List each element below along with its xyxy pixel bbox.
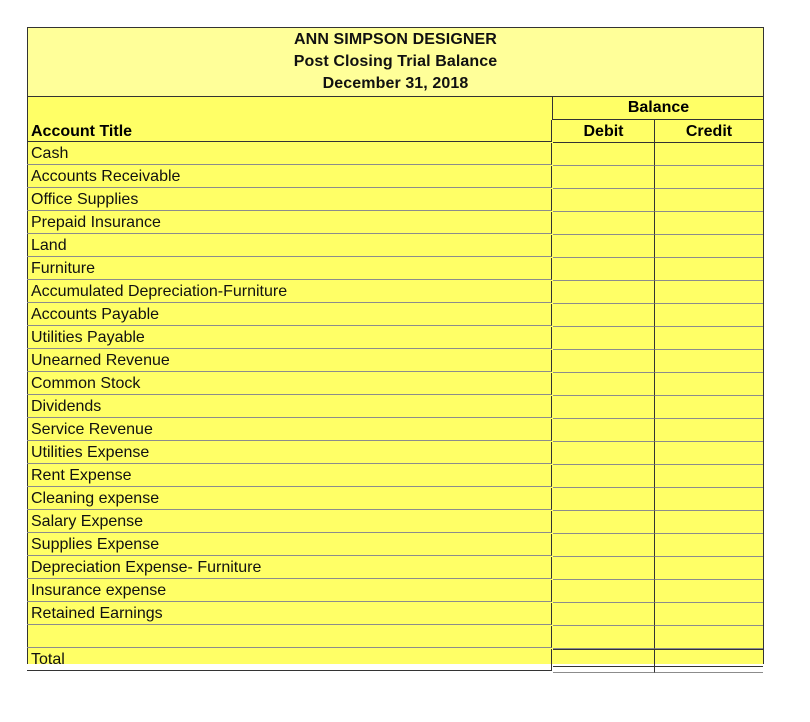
credit-cell[interactable] [655, 304, 763, 327]
account-title-cell: Accounts Receivable [27, 166, 552, 188]
credit-cell[interactable] [655, 511, 763, 534]
debit-cell[interactable] [553, 166, 655, 189]
debit-cell[interactable] [553, 557, 655, 580]
total-credit-cell[interactable] [655, 649, 763, 673]
account-title-header: Account Title [27, 120, 552, 142]
table-row [27, 281, 764, 304]
debit-cell[interactable] [553, 373, 655, 396]
account-title-cell: Dividends [27, 396, 552, 418]
account-title-cell: Furniture [27, 258, 552, 280]
account-table [27, 97, 764, 667]
credit-cell[interactable] [655, 396, 763, 419]
debit-header: Debit [553, 120, 655, 143]
table-row [27, 603, 764, 626]
credit-cell[interactable] [655, 143, 763, 166]
credit-cell[interactable] [655, 258, 763, 281]
table-row [27, 557, 764, 580]
debit-cell[interactable] [553, 442, 655, 465]
credit-cell[interactable] [655, 580, 763, 603]
account-title-cell: Insurance expense [27, 580, 552, 602]
report-header [27, 27, 764, 97]
total-row [27, 649, 764, 672]
credit-cell[interactable] [655, 212, 763, 235]
account-title-cell: Accounts Payable [27, 304, 552, 326]
debit-cell[interactable] [553, 143, 655, 166]
account-title-cell [27, 626, 552, 648]
report-date: December 31, 2018 [322, 75, 469, 92]
account-title-cell: Retained Earnings [27, 603, 552, 625]
credit-cell[interactable] [655, 373, 763, 396]
account-title-cell: Depreciation Expense- Furniture [27, 557, 552, 579]
credit-cell[interactable] [655, 235, 763, 258]
total-label: Total [27, 649, 552, 671]
debit-cell[interactable] [553, 350, 655, 373]
debit-cell[interactable] [553, 603, 655, 626]
table-row [27, 189, 764, 212]
credit-cell[interactable] [655, 557, 763, 580]
account-title-cell: Unearned Revenue [27, 350, 552, 372]
account-title-cell: Common Stock [27, 373, 552, 395]
table-row [27, 488, 764, 511]
column-header-row [27, 120, 764, 143]
table-row [27, 580, 764, 603]
table-row [27, 166, 764, 189]
table-row [27, 143, 764, 166]
credit-cell[interactable] [655, 626, 763, 649]
credit-cell[interactable] [655, 350, 763, 373]
account-title-cell: Utilities Payable [27, 327, 552, 349]
account-title-cell: Salary Expense [27, 511, 552, 533]
credit-cell[interactable] [655, 603, 763, 626]
debit-cell[interactable] [553, 465, 655, 488]
credit-cell[interactable] [655, 442, 763, 465]
account-title-cell: Cleaning expense [27, 488, 552, 510]
debit-cell[interactable] [553, 580, 655, 603]
debit-cell[interactable] [553, 488, 655, 511]
trial-balance-sheet [27, 27, 764, 667]
debit-cell[interactable] [553, 258, 655, 281]
debit-cell[interactable] [553, 626, 655, 649]
table-row [27, 465, 764, 488]
table-row [27, 327, 764, 350]
credit-cell[interactable] [655, 327, 763, 350]
debit-cell[interactable] [553, 189, 655, 212]
table-row [27, 442, 764, 465]
credit-header: Credit [655, 120, 763, 143]
table-row [27, 373, 764, 396]
table-row [27, 626, 764, 649]
account-title-cell: Accumulated Depreciation-Furniture [27, 281, 552, 303]
debit-cell[interactable] [553, 212, 655, 235]
account-title-cell: Utilities Expense [27, 442, 552, 464]
account-title-cell: Rent Expense [27, 465, 552, 487]
debit-cell[interactable] [553, 235, 655, 258]
report-title: Post Closing Trial Balance [293, 53, 498, 70]
credit-cell[interactable] [655, 281, 763, 304]
table-row [27, 534, 764, 557]
debit-cell[interactable] [553, 511, 655, 534]
table-row [27, 396, 764, 419]
account-title-cell: Prepaid Insurance [27, 212, 552, 234]
credit-cell[interactable] [655, 419, 763, 442]
credit-cell[interactable] [655, 189, 763, 212]
account-title-cell: Supplies Expense [27, 534, 552, 556]
account-title-cell: Cash [27, 143, 552, 165]
credit-cell[interactable] [655, 488, 763, 511]
account-title-cell: Service Revenue [27, 419, 552, 441]
debit-cell[interactable] [553, 304, 655, 327]
account-title-cell: Office Supplies [27, 189, 552, 211]
debit-cell[interactable] [553, 281, 655, 304]
table-row [27, 511, 764, 534]
table-row [27, 235, 764, 258]
credit-cell[interactable] [655, 534, 763, 557]
table-row [27, 304, 764, 327]
balance-header: Balance [552, 97, 764, 120]
table-row [27, 212, 764, 235]
debit-cell[interactable] [553, 419, 655, 442]
company-name: ANN SIMPSON DESIGNER [294, 31, 497, 48]
credit-cell[interactable] [655, 166, 763, 189]
debit-cell[interactable] [553, 534, 655, 557]
total-debit-cell[interactable] [553, 649, 655, 673]
debit-cell[interactable] [553, 327, 655, 350]
account-title-cell: Land [27, 235, 552, 257]
table-row [27, 258, 764, 281]
credit-cell[interactable] [655, 465, 763, 488]
debit-cell[interactable] [553, 396, 655, 419]
table-row [27, 350, 764, 373]
table-row [27, 419, 764, 442]
